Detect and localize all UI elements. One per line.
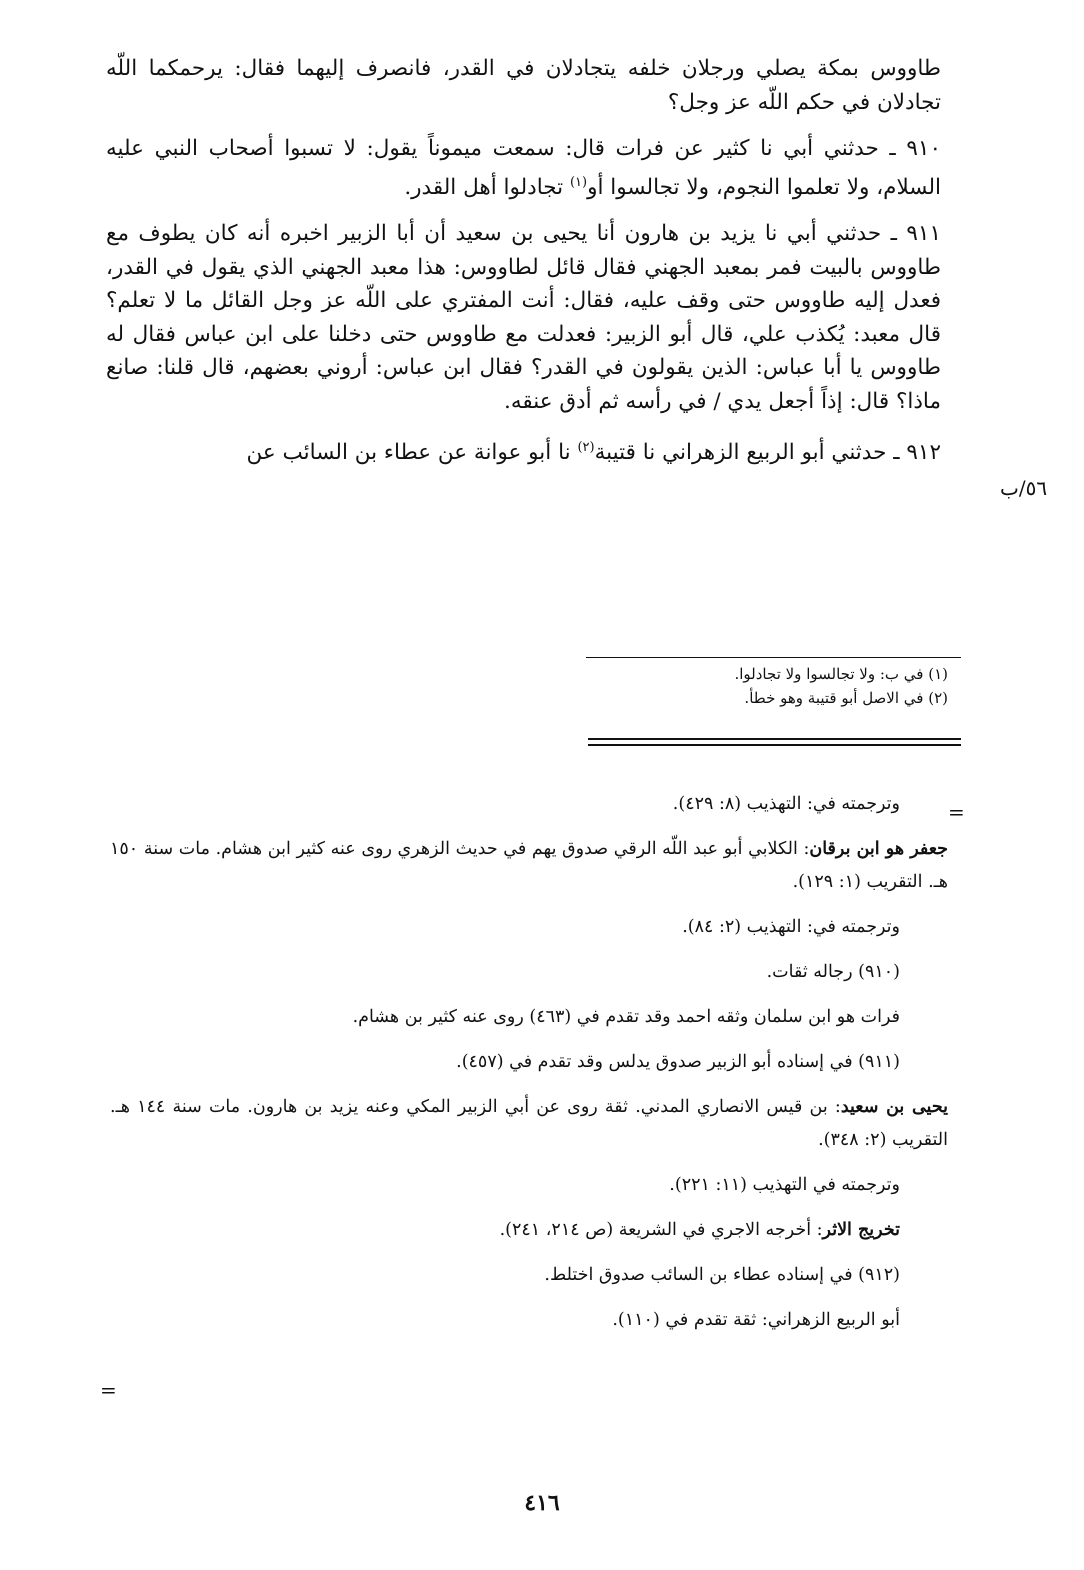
commentary-entry-yahya: يحيى بن سعيد: بن قيس الانصاري المدني. ثقة روى عن أبي الزبير المكي وعنه يزيد بن هارون. مات سنة ١٤٤ هـ. التقريب (٢: ٣٤٨). bbox=[110, 1097, 949, 1150]
hadith-910: ٩١٠ ـ حدثني أبي نا كثير عن فرات قال: سمعت ميموناً يقول: لا تسبوا أصحاب النبي عليه السلام، ولا تعلموا النجوم، ولا تجالسوا أو$^{(١)}$ تجادلوا أهل القدر. bbox=[106, 136, 941, 200]
commentary bbox=[110, 788, 948, 1349]
double-rule-divider bbox=[588, 738, 961, 746]
commentary-line: (٩١١) في إسناده أبو الزبير صدوق يدلس وقد تقدم في (٤٥٧). bbox=[456, 1052, 900, 1072]
commentary-line: (٩١٢) في إسناده عطاء بن السائب صدوق اختلط. bbox=[544, 1265, 900, 1285]
commentary-line: (٩١٠) رجاله ثقات. bbox=[766, 962, 900, 982]
paragraph-intro: طاووس بمكة يصلي ورجلان خلفه يتجادلان في القدر، فانصرف إليهما فقال: يرحمكما اللّه تجادلان في حكم اللّه عز وجل؟ bbox=[106, 56, 941, 115]
footnotes bbox=[586, 662, 948, 710]
margin-folio-note: ٥٦/ب bbox=[1000, 476, 1048, 500]
commentary-line: أبو الربيع الزهراني: ثقة تقدم في (١١٠). bbox=[612, 1310, 900, 1330]
continuation-mark-end: = bbox=[100, 1378, 117, 1402]
commentary-line: وترجمته في: التهذيب (٨: ٤٢٩). bbox=[672, 794, 900, 814]
hadith-911: ٩١١ ـ حدثني أبي نا يزيد بن هارون أنا يحيى بن سعيد أن أبا الزبير اخبره أنه كان يطوف مع طاووس بالبيت فمر بمعبد الجهني فقال قائل لطاووس: هذا معبد الجهني الذي يقول في القدر، فعدل إليه طاووس حتى وقف عليه، فقال: أنت المفتري على اللّه عز وجل القائل ما لا تعلم؟ قال معبد: يُكذب علي، قال أبو الزبير: فعدلت مع طاووس حتى دخلنا على ابن عباس فقال له طاووس يا أبا عباس: الذين يقولون في القدر؟ فقال ابن عباس: أروني بعضهم، قال قلنا: صانع ماذا؟ قال: إذاً أجعل يدي / في رأسه ثم أدق عنقه. bbox=[106, 221, 941, 414]
commentary-line: وترجمته في: التهذيب (٢: ٨٤). bbox=[682, 917, 900, 937]
continuation-mark-start: = bbox=[948, 800, 965, 824]
footnote-1: (١) في ب: ولا تجالسوا ولا تجادلوا. bbox=[734, 665, 948, 683]
commentary-entry-jafar: جعفر هو ابن برقان: الكلابي أبو عبد اللّه الرقي صدوق يهم في حديث الزهري روى عنه كثير ابن هشام. مات سنة ١٥٠ هـ. التقريب (١: ١٢٩). bbox=[110, 839, 948, 892]
commentary-line: فرات هو ابن سلمان وثقه احمد وقد تقدم في (٤٦٣) روى عنه كثير بن هشام. bbox=[352, 1007, 900, 1027]
page-number: ٤١٦ bbox=[524, 1490, 560, 1516]
commentary-line: وترجمته في التهذيب (١١: ٢٢١). bbox=[669, 1175, 900, 1195]
footnote-ref-2: (٢) bbox=[577, 440, 595, 456]
footnote-separator bbox=[586, 657, 961, 658]
main-text bbox=[106, 52, 941, 470]
hadith-912: ٩١٢ ـ حدثني أبو الربيع الزهراني نا قتيبة$^{(٢)}$ نا أبو عوانة عن عطاء بن السائب عن bbox=[246, 440, 941, 466]
footnote-ref-1: (١) bbox=[569, 174, 588, 190]
footnote-2: (٢) في الاصل أبو قتيبة وهو خطأ. bbox=[744, 689, 948, 707]
commentary-takhrij: تخريج الاثر: أخرجه الاجري في الشريعة (ص ٢١٤، ٢٤١). bbox=[499, 1220, 900, 1240]
